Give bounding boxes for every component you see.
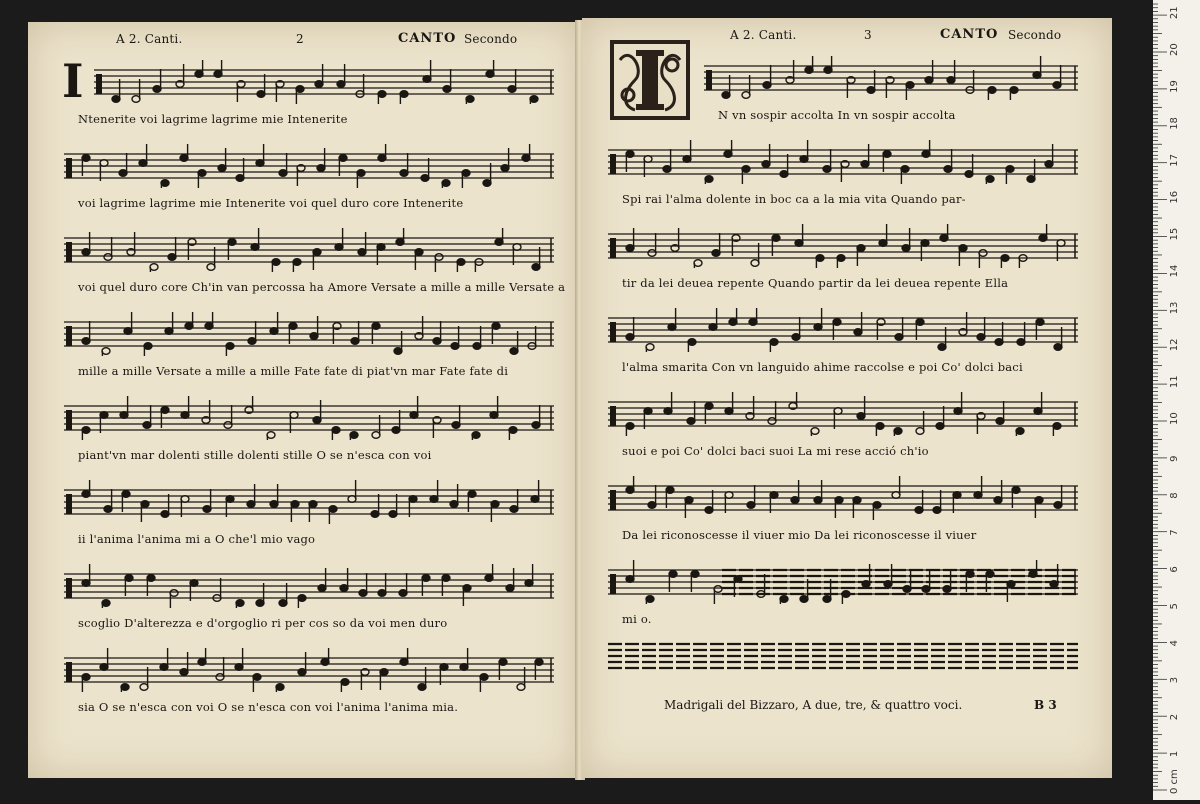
lyric-line: mi o. (622, 612, 652, 626)
ruler-label: 8 (1169, 492, 1180, 499)
ruler-label: 19 (1169, 80, 1180, 93)
ruler-label: 7 (1169, 529, 1180, 536)
lyric-line: l'alma smarita Con vn languido ahime raccolse e poi Co' dolci baci (622, 360, 1023, 374)
music-staff (64, 144, 554, 188)
lyric-line: suoi e poi Co' dolci baci suoi La mi rese acció ch'io (622, 444, 929, 458)
lyric-line: mille a mille Versate a mille a mille Fate fate di piat'vn mar Fate fate di (78, 364, 509, 378)
lyric-line: sia O se n'esca con voi O se n'esca con voi l'anima l'anima mia. (78, 700, 459, 714)
ruler-ticks (1153, 0, 1200, 800)
ruler-label: 18 (1169, 117, 1180, 130)
ruler-label: 12 (1169, 338, 1180, 352)
music-staff (94, 60, 554, 104)
music-staff (608, 140, 1078, 184)
ruler-label: 10 (1169, 412, 1180, 425)
lyric-line: tir da lei deuea repente Quando partir da lei deuea repente Ella (622, 276, 1009, 290)
lyric-line: voi quel duro core Ch'in van percossa ha Amore Versate a mille a mille Versate a (78, 280, 566, 294)
music-staff (64, 480, 554, 524)
lyric-line: voi lagrime lagrime mie Intenerite voi quel duro core Intenerite (78, 196, 464, 210)
ruler-label: 9 (1169, 455, 1180, 462)
ruler-label: 13 (1169, 301, 1180, 315)
ruler-label: 20 (1169, 43, 1180, 56)
lyric-line: N vn sospir accolta In vn sospir accolta (718, 108, 956, 122)
left-page (28, 22, 578, 778)
lyric-line: scoglio D'alterezza e d'orgoglio ri per cos so da voi men duro (78, 616, 448, 630)
right-page-number: 3 (864, 28, 872, 42)
ornamental-initial-image (610, 40, 690, 120)
music-staff (608, 224, 1078, 268)
ruler-label: 11 (1169, 375, 1180, 389)
lyric-line: piant'vn mar dolenti stille dolenti stille O se n'esca con voi (78, 448, 432, 462)
left-header-voices: A 2. Canti. (116, 32, 183, 46)
music-staff (64, 312, 554, 356)
ruler-label: 21 (1169, 6, 1180, 20)
right-page (582, 18, 1112, 778)
left-header-secondo: Secondo (464, 32, 518, 46)
right-header-canto: CANTO (940, 27, 999, 42)
ruler-label: 17 (1169, 153, 1180, 167)
left-header-canto: CANTO (398, 31, 457, 46)
lyric-line: Da lei riconoscesse il viuer mio Da lei riconoscesse il viuer (622, 528, 977, 542)
ruler-label: 6 (1169, 566, 1180, 573)
music-staff (64, 564, 554, 608)
lyric-line: ii l'anima l'anima mi a O che'l mio vago (78, 532, 316, 546)
music-staff (64, 396, 554, 440)
music-staff (608, 476, 1078, 520)
music-staff (722, 560, 1078, 604)
music-staff (608, 634, 1078, 678)
music-staff (704, 56, 1078, 100)
lyric-line: Ntenerite voi lagrime lagrime mie Intenerite (78, 112, 348, 126)
right-header-voices: A 2. Canti. (730, 28, 797, 42)
ruler-label: 0 cm (1169, 769, 1180, 794)
ruler-label: 14 (1169, 264, 1180, 278)
ruler-label: 4 (1169, 640, 1180, 647)
ruler-label: 1 (1169, 750, 1180, 758)
music-staff (64, 228, 554, 272)
ruler-label: 16 (1169, 190, 1180, 204)
music-staff (608, 308, 1078, 352)
music-staff (64, 648, 554, 692)
ruler-label: 5 (1169, 603, 1180, 610)
left-page-number: 2 (296, 32, 304, 46)
footer-title: Madrigali del Bizzaro, A due, tre, & quattro voci. (664, 698, 963, 712)
ruler-label: 2 (1169, 713, 1180, 721)
lyric-line: Spi rai l'alma dolente in boc ca a la mia vita Quando par- (622, 192, 966, 206)
ruler-label: 3 (1169, 676, 1180, 684)
ruler-label: 15 (1169, 227, 1180, 241)
footer-signature: B 3 (1034, 698, 1057, 712)
right-header-secondo: Secondo (1008, 28, 1062, 42)
music-staff (608, 392, 1078, 436)
measuring-ruler (1153, 0, 1200, 800)
initial-letter: I (62, 54, 84, 108)
